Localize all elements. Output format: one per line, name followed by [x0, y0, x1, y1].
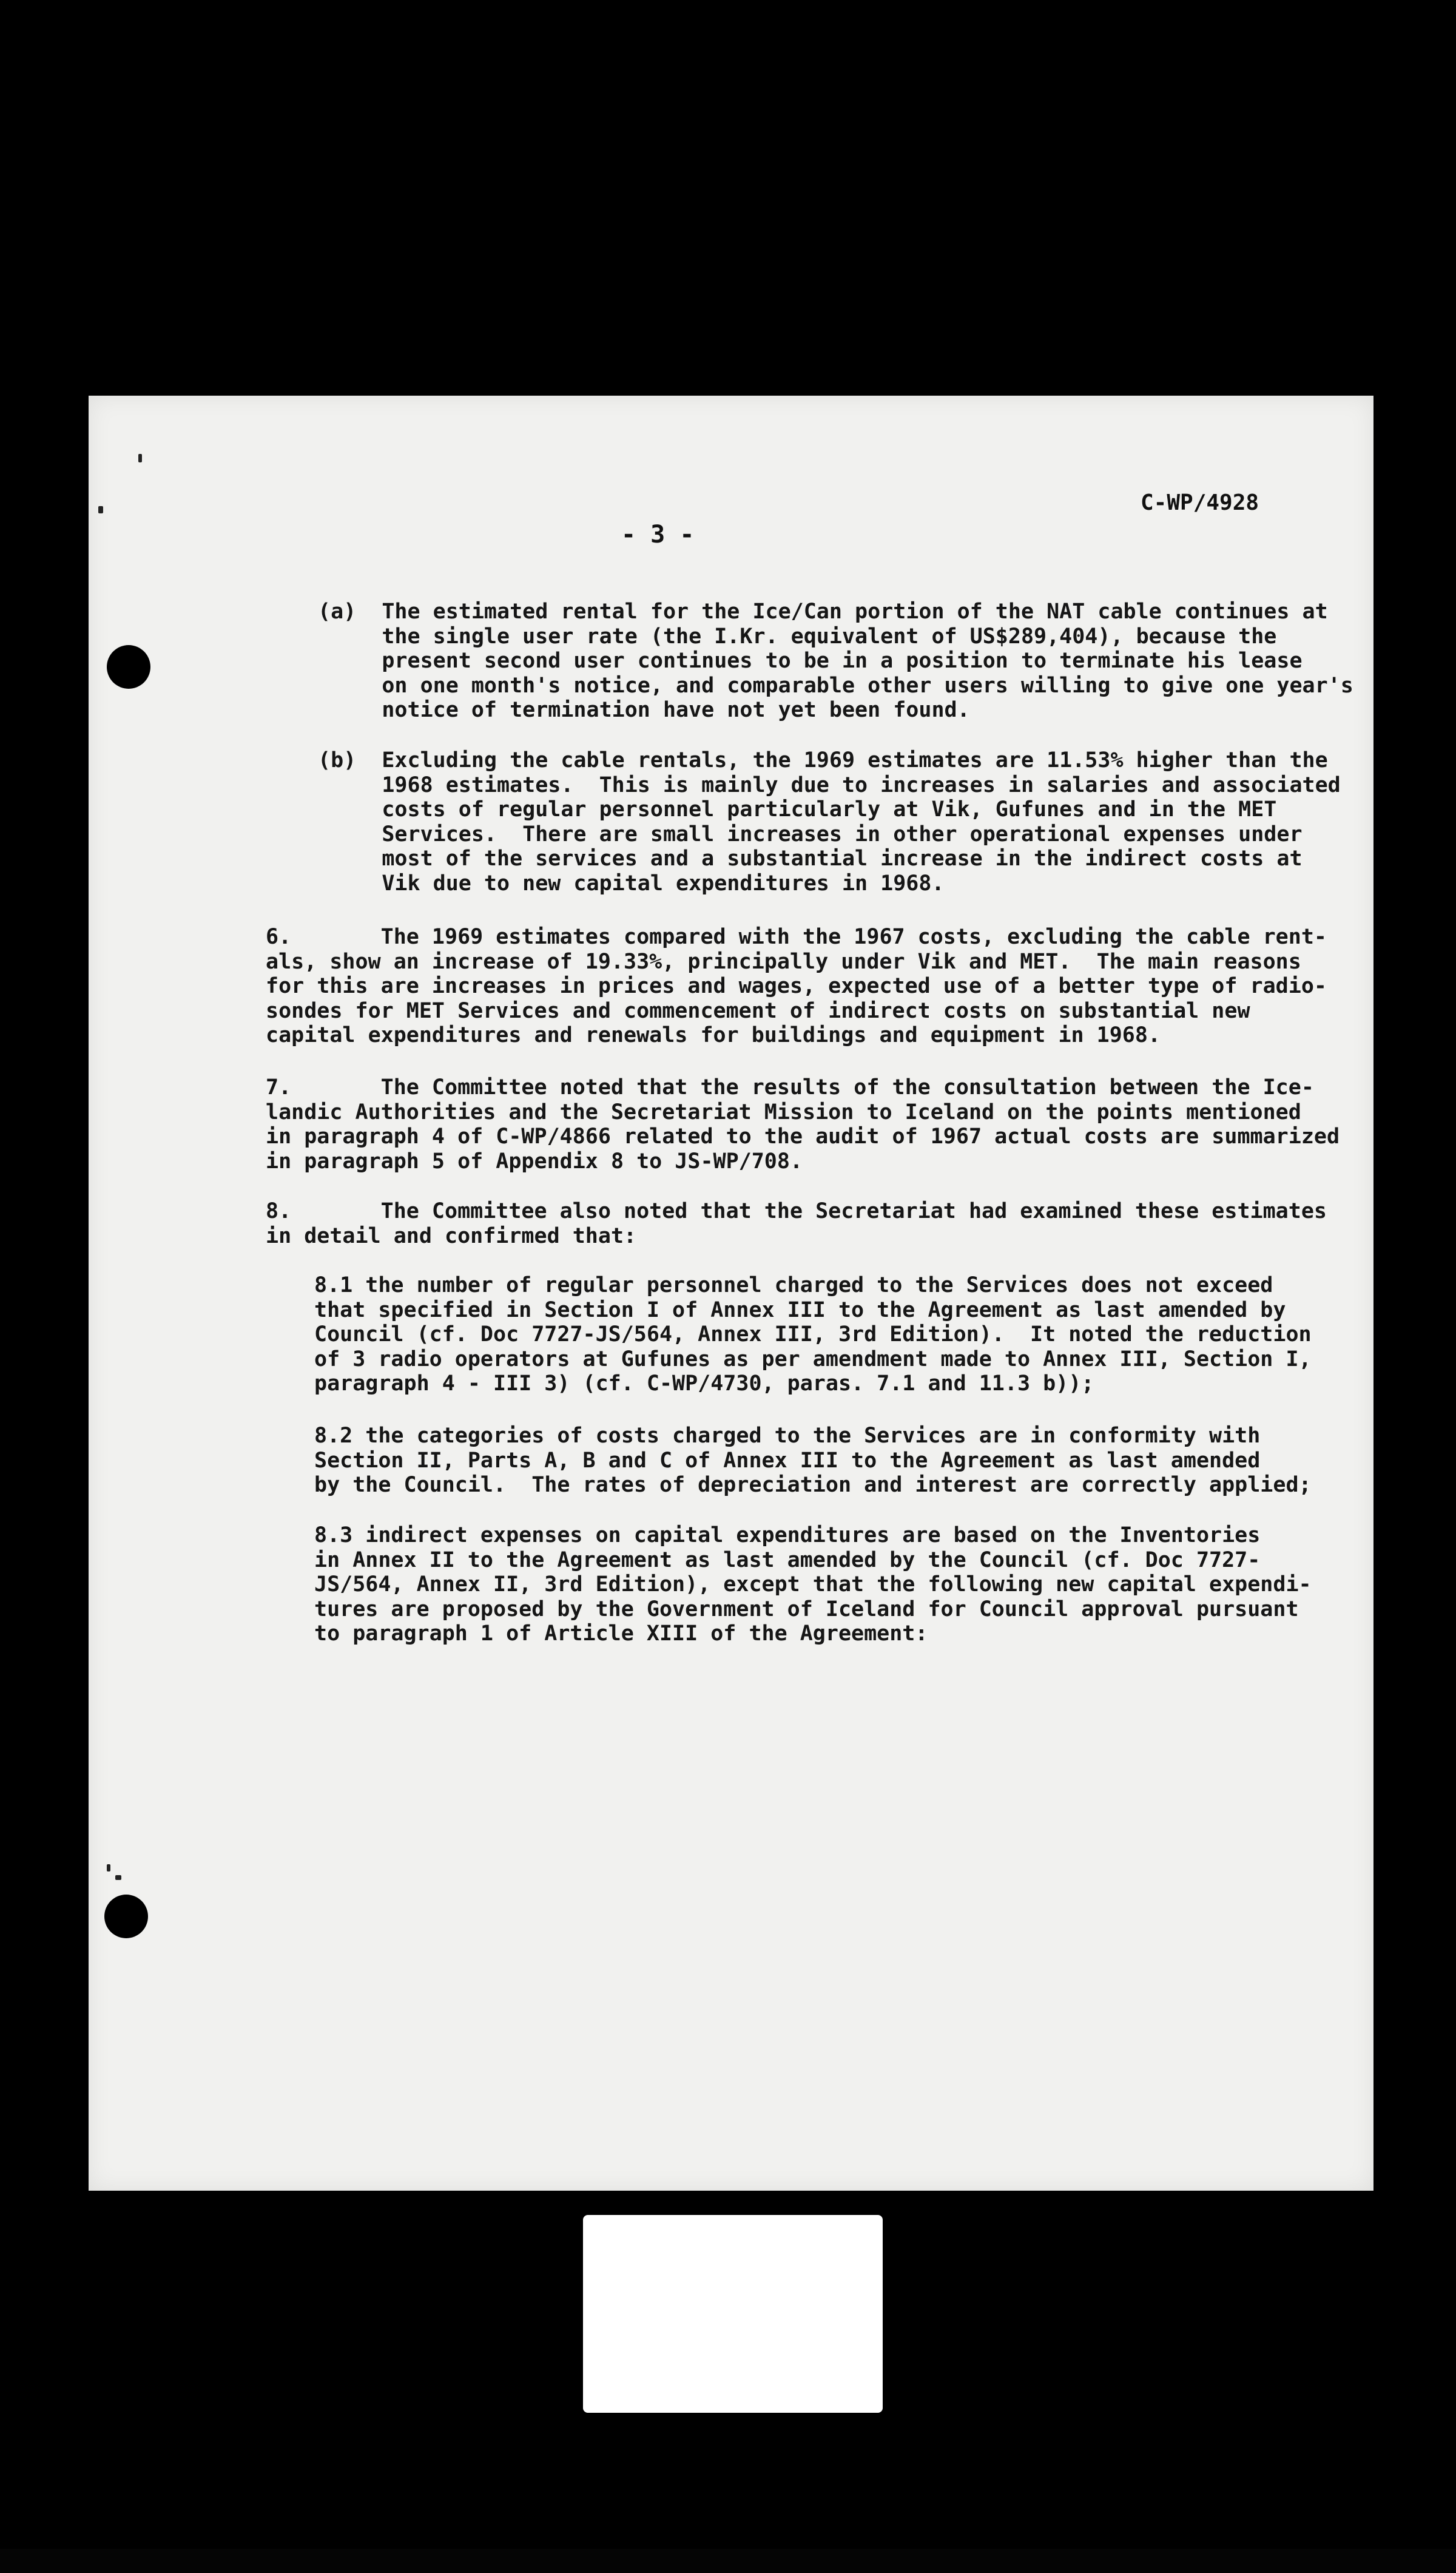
- text-line: Council (cf. Doc 7727-JS/564, Annex III, 3rd Edition). It noted the reduction: [314, 1322, 1312, 1347]
- page-number: - 3 -: [621, 521, 695, 549]
- text-line: Services. There are small increases in other operational expenses under: [318, 822, 1303, 847]
- text-line: landic Authorities and the Secretariat Mission to Iceland on the points mentioned: [266, 1100, 1301, 1124]
- text-line: tures are proposed by the Government of Iceland for Council approval pursuant: [314, 1597, 1299, 1621]
- text-line: the single user rate (the I.Kr. equivalent of US$289,404), because the: [318, 624, 1277, 649]
- text-line: sondes for MET Services and commencement of indirect costs on substantial new: [266, 998, 1250, 1023]
- scan-speck: [115, 1875, 121, 1880]
- paragraph-8-1: [314, 1273, 1312, 1396]
- paragraph-a: [318, 600, 1353, 723]
- text-line: (a) The estimated rental for the Ice/Can portion of the NAT cable continues at: [318, 600, 1328, 624]
- paragraph-8-3: [314, 1523, 1312, 1646]
- text-line: by the Council. The rates of depreciation and interest are correctly applied;: [314, 1473, 1312, 1497]
- text-line: in paragraph 4 of C-WP/4866 related to the audit of 1967 actual costs are summarized: [266, 1124, 1340, 1149]
- text-line: paragraph 4 - III 3) (cf. C-WP/4730, paras. 7.1 and 11.3 b));: [314, 1371, 1094, 1396]
- scan-speck: [98, 506, 103, 513]
- text-line: notice of termination have not yet been found.: [318, 698, 970, 722]
- text-line: 8.2 the categories of costs charged to the Services are in conformity with: [314, 1424, 1261, 1448]
- text-line: on one month's notice, and comparable other users willing to give one year's: [318, 673, 1353, 698]
- document-reference: C-WP/4928: [1141, 490, 1259, 515]
- text-line: in paragraph 5 of Appendix 8 to JS-WP/708.: [266, 1149, 803, 1174]
- text-line: to paragraph 1 of Article XIII of the Agreement:: [314, 1621, 928, 1646]
- text-line: (b) Excluding the cable rentals, the 1969 estimates are 11.53% higher than the: [318, 748, 1328, 773]
- text-line: most of the services and a substantial increase in the indirect costs at: [318, 847, 1303, 871]
- text-line: 8.1 the number of regular personnel charged to the Services does not exceed: [314, 1273, 1273, 1297]
- text-line: Section II, Parts A, B and C of Annex III to the Agreement as last amended: [314, 1448, 1261, 1473]
- text-line: JS/564, Annex II, 3rd Edition), except that the following new capital expendi-: [314, 1572, 1312, 1597]
- text-line: 8.3 indirect expenses on capital expenditures are based on the Inventories: [314, 1523, 1261, 1547]
- text-line: 7. The Committee noted that the results of the consultation between the Ice-: [266, 1075, 1314, 1100]
- punch-hole-top: [107, 645, 150, 689]
- paragraph-8: [266, 1199, 1327, 1248]
- text-line: 6. The 1969 estimates compared with the 1967 costs, excluding the cable rent-: [266, 925, 1327, 949]
- paragraph-b: [318, 748, 1341, 896]
- text-line: 1968 estimates. This is mainly due to increases in salaries and associated: [318, 773, 1341, 797]
- text-line: als, show an increase of 19.33%, principally under Vik and MET. The main reasons: [266, 949, 1301, 974]
- text-line: in detail and confirmed that:: [266, 1223, 637, 1248]
- text-line: for this are increases in prices and wages, expected use of a better type of radio-: [266, 974, 1327, 998]
- text-line: costs of regular personnel particularly at Vik, Gufunes and in the MET: [318, 797, 1277, 822]
- paragraph-6: [266, 925, 1327, 1048]
- text-line: Vik due to new capital expenditures in 1968.: [318, 871, 945, 896]
- text-line: 8. The Committee also noted that the Secretariat had examined these estimates: [266, 1199, 1327, 1223]
- text-line: of 3 radio operators at Gufunes as per amendment made to Annex III, Section I,: [314, 1347, 1312, 1371]
- scan-speck: [138, 454, 142, 462]
- paragraph-8-2: [314, 1424, 1312, 1498]
- text-line: in Annex II to the Agreement as last amended by the Council (cf. Doc 7727-: [314, 1547, 1261, 1572]
- scan-speck: [107, 1864, 110, 1871]
- text-line: capital expenditures and renewals for buildings and equipment in 1968.: [266, 1023, 1161, 1047]
- text-line: present second user continues to be in a position to terminate his lease: [318, 649, 1303, 673]
- text-line: that specified in Section I of Annex III to the Agreement as last amended by: [314, 1297, 1286, 1322]
- paragraph-7: [266, 1075, 1340, 1174]
- punch-hole-bottom: [104, 1895, 148, 1938]
- blank-label-card: [583, 2215, 883, 2413]
- bottom-strip: [0, 2549, 1456, 2573]
